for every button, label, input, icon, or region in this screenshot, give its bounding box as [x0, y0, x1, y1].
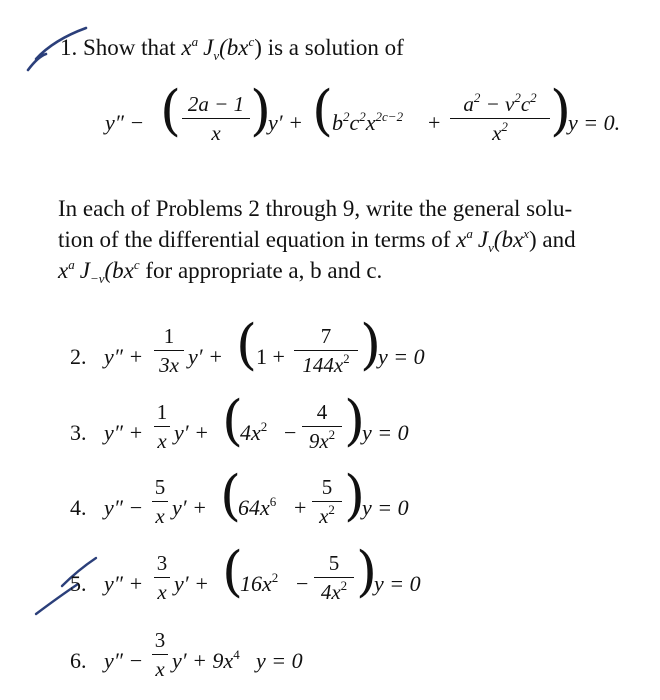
- left-paren: (: [160, 79, 182, 142]
- problem-4-number: 4.: [70, 495, 87, 520]
- intro-line-3: $x^a$ $J_{-\nu}(bx^c$ for appropriate a, b and c.: [58, 257, 383, 286]
- problem-1-number: 1.: [60, 35, 78, 60]
- right-paren: ): [550, 79, 572, 142]
- problem-1-statement: 1. Show that $x^a$ $J_\nu(bx^c)$ is a solution of: [60, 34, 404, 63]
- fraction-3-over-x: 3 x: [154, 553, 170, 603]
- intro-line-1: In each of Problems 2 through 9, write the general solu-: [58, 196, 573, 221]
- fraction-1-over-x: 1 x: [154, 402, 170, 452]
- problem-5-number: 5.: [70, 571, 87, 596]
- problem-6-number: 6.: [70, 648, 87, 673]
- problem-3-number: 3.: [70, 420, 87, 445]
- fraction-5-over-4x2: 5 $4x^2$: [314, 553, 354, 603]
- fraction-5-over-x2: 5 $x^2$: [312, 477, 342, 527]
- right-paren: ): [250, 79, 272, 142]
- fraction-7-over-144x2: 7 $144x^2$: [294, 326, 358, 376]
- problem-2-number: 2.: [70, 344, 87, 369]
- check-mark-icon: [32, 556, 102, 618]
- intro-line-2: tion of the differential equation in terms of $x^a$ $J_\nu(bx^x)$ and: [58, 226, 576, 255]
- fraction-4-over-9x2: 4 $9x^2$: [302, 402, 342, 452]
- fraction-1-over-3x: 1 3x: [154, 326, 184, 376]
- fraction-5-over-x: 5 x: [152, 477, 168, 527]
- b2c2x-term: $b^2c^2x^{2c-2}$: [332, 109, 404, 135]
- fraction-2a-minus-1-over-x: 2a − 1 x: [182, 94, 250, 144]
- fraction-3-over-x: 3 x: [152, 630, 168, 680]
- fraction-a2-minus-nu2c2-over-x2: $a^2 - \nu^2c^2$ $x^2$: [450, 94, 550, 144]
- left-paren: (: [312, 79, 334, 142]
